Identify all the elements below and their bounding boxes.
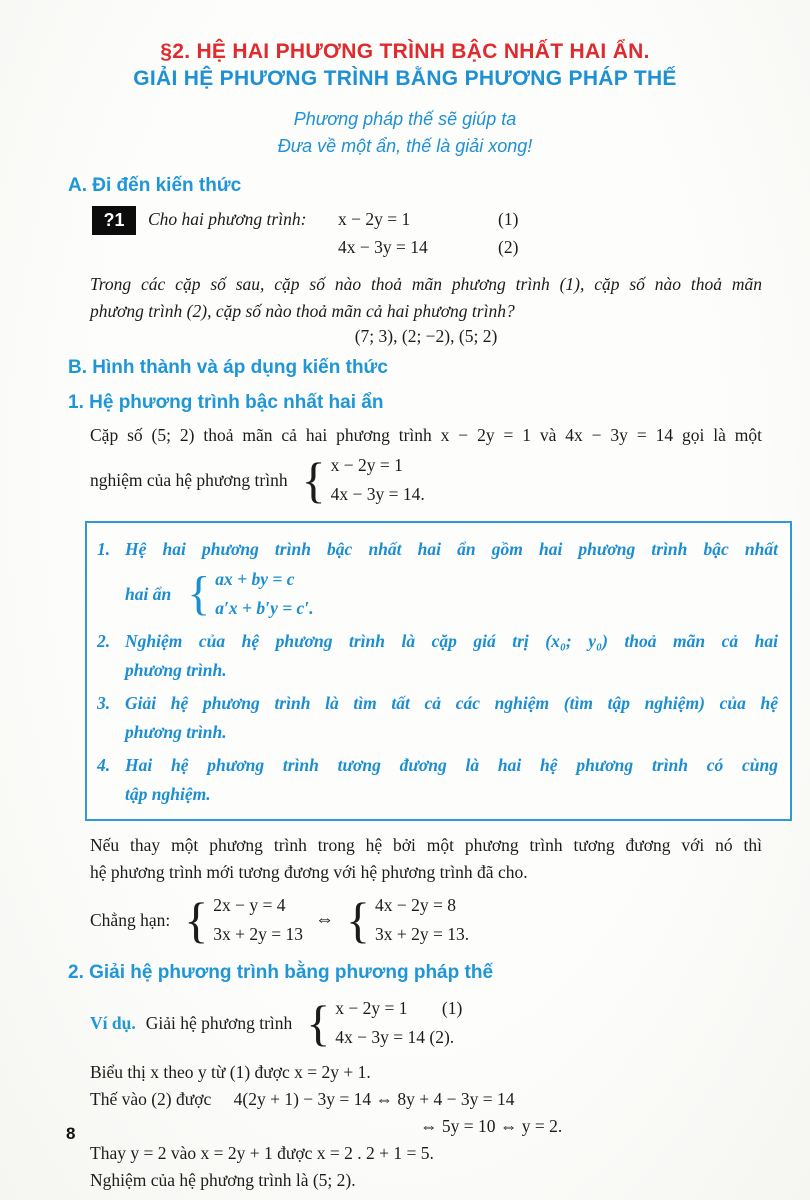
intro-line1: Cặp số (5; 2) thoả mãn cả hai phương trình x − 2y = 1 và 4x − 3y = 14 gọi là một: [90, 425, 762, 445]
question-line1: Trong các cặp số sau, cặp số nào thoả mãn phương trình (1), cặp số nào thoả mãn: [90, 274, 762, 294]
brace-icon: {: [301, 452, 326, 508]
example-system-1-row1: 2x − y = 4: [213, 895, 286, 915]
example-label: Chẳng hạn:: [90, 909, 171, 930]
activity-q1: [92, 205, 762, 267]
solution-step-1: Biểu thị x theo y từ (1) được x = 2y + 1.: [90, 1062, 371, 1082]
general-system: [187, 565, 313, 623]
definition-item-2: [97, 627, 778, 685]
definition-4-line2: tập nghiệm.: [125, 784, 211, 804]
vidu-eq1: x − 2y = 1: [335, 998, 408, 1018]
vidu-system-row2: 4x − 3y = 14 (2).: [335, 1027, 455, 1047]
chapter-title-line2: GIẢI HỆ PHƯƠNG TRÌNH BẰNG PHƯƠNG PHÁP THẾ: [133, 67, 677, 90]
solution-step-3: [90, 1113, 762, 1140]
vidu-label: Ví dụ.: [90, 1012, 136, 1033]
subsection-2-heading: 2. Giải hệ phương trình bằng phương pháp thế: [68, 962, 494, 983]
example-system-2-row2: 3x + 2y = 13.: [374, 924, 470, 944]
example-system-2: [346, 891, 469, 949]
vidu-system-row1: [335, 994, 462, 1023]
question-line2: phương trình (2), cặp số nào thoả mãn cả hai phương trình?: [90, 301, 515, 321]
general-system-row2: a′x + b′y = c′.: [215, 598, 314, 618]
step-3-math: ⇔ 5y = 10 ⇔ y = 2.: [420, 1116, 563, 1136]
example-system-1: [184, 891, 303, 949]
general-system-row1: ax + by = c: [215, 569, 295, 589]
definition-1-intro: hai ẩn: [125, 583, 172, 604]
definition-box: [85, 521, 792, 821]
equation-1: x − 2y = 1: [338, 209, 411, 229]
definition-item-1: [97, 535, 778, 623]
activity-question: [90, 271, 762, 325]
definition-3-line2: phương trình.: [125, 722, 227, 742]
intro-line2: nghiệm của hệ phương trình: [90, 469, 288, 490]
page-number: 8: [66, 1124, 76, 1143]
equation-1-number: (1): [498, 209, 519, 229]
item-number: 4.: [97, 755, 111, 775]
vidu-row: [90, 994, 762, 1052]
definition-1-system-row: [125, 565, 778, 623]
item-number: 3.: [97, 693, 111, 713]
note-line1: Nếu thay một phương trình trong hệ bởi một phương trình tương đương với nó thì: [90, 835, 762, 855]
step-2-math: 4(2y + 1) − 3y = 14 ⇔ 8y + 4 − 3y = 14: [233, 1089, 515, 1109]
candidate-pairs: (7; 3), (2; −2), (5; 2): [354, 326, 498, 346]
question-badge: ?1: [92, 206, 136, 235]
system-row1: x − 2y = 1: [330, 455, 403, 475]
chapter-title-line1: §2. HỆ HAI PHƯƠNG TRÌNH BẬC NHẤT HAI ẨN.: [160, 40, 650, 63]
definition-1-line1: Hệ hai phương trình bậc nhất hai ẩn gồm hai phương trình bậc nhất: [125, 539, 778, 559]
equivalence-arrow-icon: ⇔: [314, 909, 334, 930]
equivalence-note: [90, 832, 762, 886]
subsection-1-heading: 1. Hệ phương trình bậc nhất hai ẩn: [68, 392, 384, 413]
system-row2: 4x − 3y = 14.: [330, 484, 425, 504]
equation-system: [302, 451, 425, 509]
note-line2: hệ phương trình mới tương đương với hệ phương trình đã cho.: [90, 862, 528, 882]
solution-conclusion: Nghiệm của hệ phương trình là (5; 2).: [90, 1170, 356, 1190]
brace-icon: {: [187, 567, 211, 620]
intro-system-row: [90, 451, 762, 509]
definition-2-line1: Nghiệm của hệ phương trình là cặp giá trị (x₀; y₀) thoả mãn cả hai: [125, 631, 778, 651]
definition-item-3: [97, 689, 778, 747]
definition-2-line2: phương trình.: [125, 660, 227, 680]
brace-icon: {: [184, 892, 209, 948]
solution-step-2: [90, 1086, 762, 1113]
motto-line2: Đưa về một ẩn, thế là giải xong!: [277, 136, 533, 156]
motto-line1: Phương pháp thế sẽ giúp ta: [293, 109, 517, 129]
vidu-text: Giải hệ phương trình: [145, 1012, 293, 1033]
brace-icon: {: [345, 892, 370, 948]
activity-prompt: Cho hai phương trình:: [148, 209, 307, 229]
equation-2: 4x − 3y = 14: [338, 237, 428, 257]
example-system-1-row2: 3x + 2y = 13: [213, 924, 303, 944]
definition-4-line1: Hai hệ phương trình tương đương là hai hệ phương trình có cùng: [125, 755, 778, 775]
item-number: 1.: [97, 539, 111, 559]
item-number: 2.: [97, 631, 111, 651]
step-2-label: Thế vào (2) được: [90, 1089, 212, 1109]
example-system-2-row1: 4x − 2y = 8: [374, 895, 456, 915]
intro-paragraph: [90, 422, 762, 449]
equation-2-number: (2): [498, 237, 519, 257]
section-a-heading: A. Đi đến kiến thức: [68, 175, 242, 196]
vidu-system: [306, 994, 462, 1052]
solution-step-4: Thay y = 2 vào x = 2y + 1 được x = 2 . 2 + 1 = 5.: [90, 1143, 434, 1163]
definition-item-4: [97, 751, 778, 809]
definition-3-line1: Giải hệ phương trình là tìm tất cả các nghiệm (tìm tập nghiệm) của hệ: [125, 693, 778, 713]
vidu-eq1-number: (1): [441, 998, 463, 1018]
equivalence-example-row: [90, 891, 762, 949]
brace-icon: {: [306, 995, 331, 1051]
section-b-heading: B. Hình thành và áp dụng kiến thức: [68, 357, 388, 378]
